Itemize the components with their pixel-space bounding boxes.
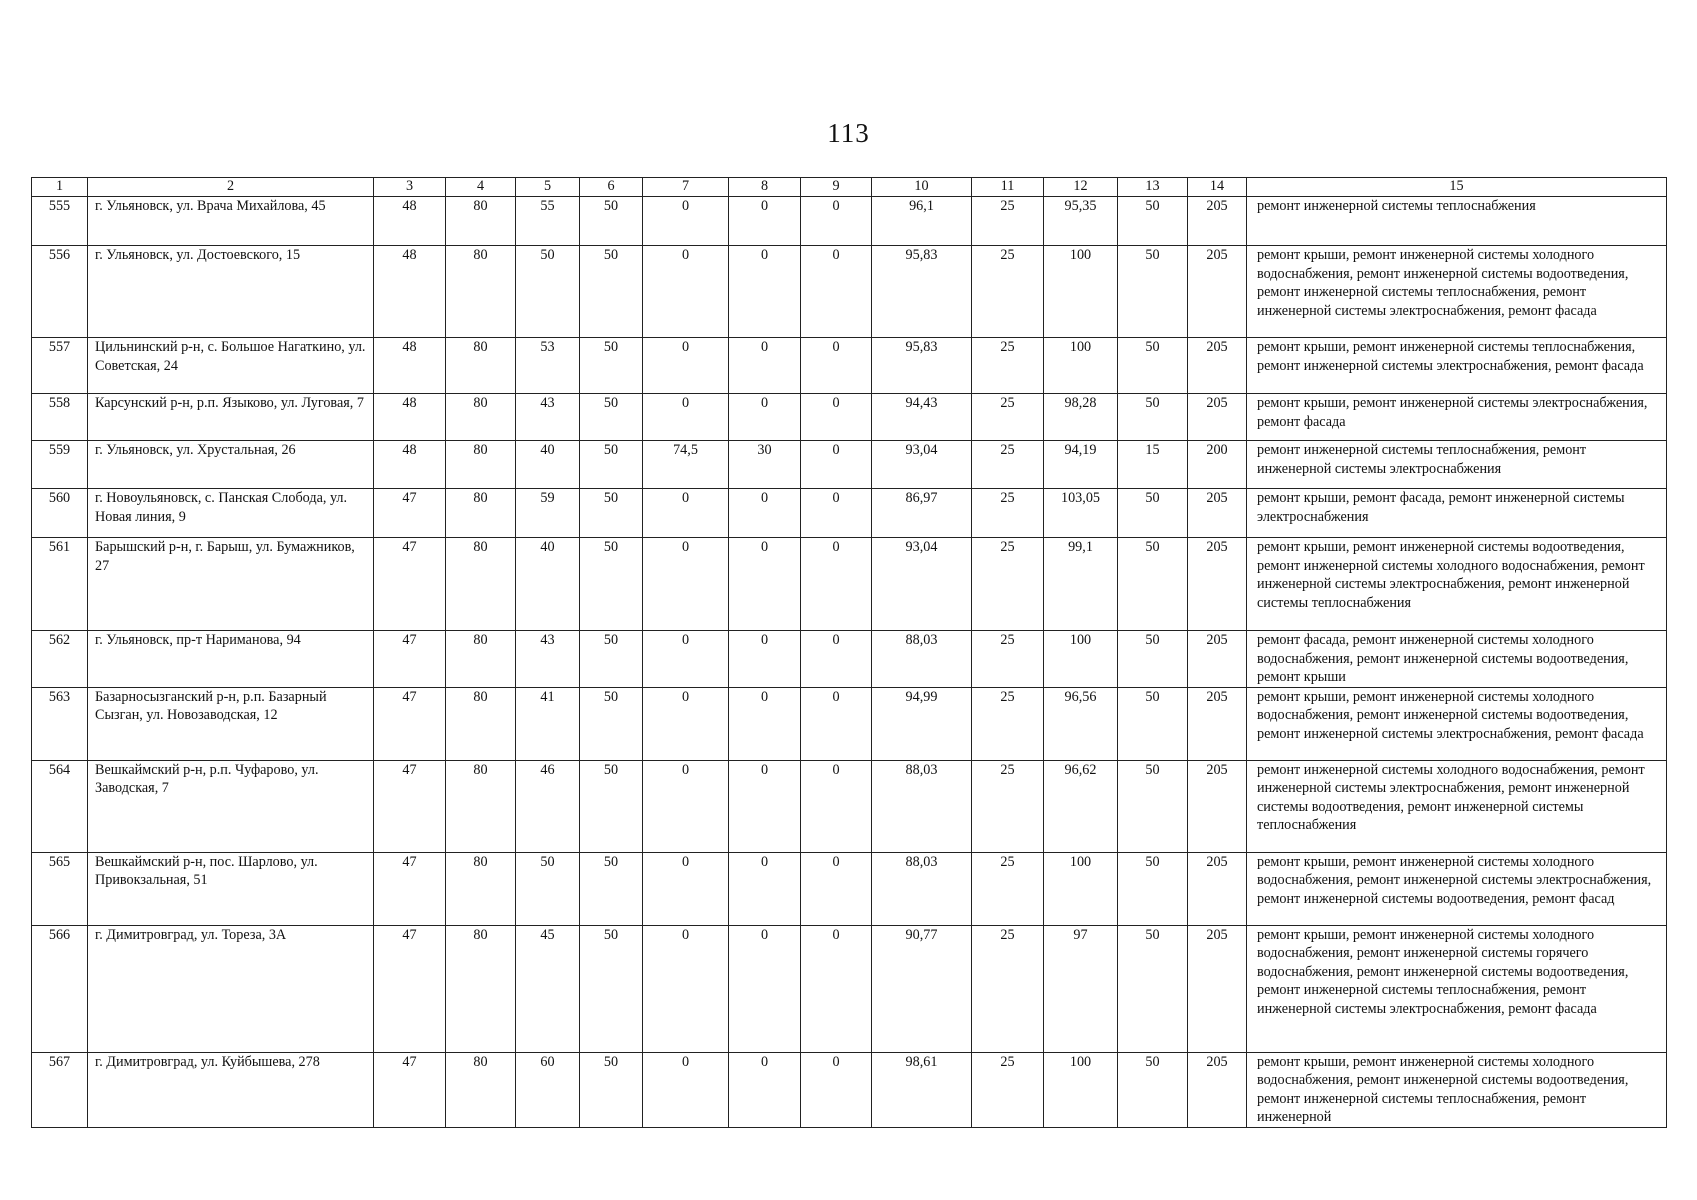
row-number: 567 — [32, 1052, 88, 1127]
col-14-value: 205 — [1188, 338, 1247, 394]
col-9-value: 0 — [801, 1052, 872, 1127]
col-10-value: 93,04 — [872, 441, 972, 489]
row-number: 560 — [32, 489, 88, 538]
table-header — [32, 178, 1667, 197]
col-12-value: 100 — [1044, 338, 1118, 394]
col-11-value: 25 — [972, 338, 1044, 394]
address: г. Новоульяновск, с. Панская Слобода, ул. Новая линия, 9 — [88, 489, 374, 538]
table-row — [32, 489, 1667, 538]
repair-works: ремонт крыши, ремонт инженерной системы электроснабжения, ремонт фасада — [1247, 394, 1667, 441]
repair-works: ремонт крыши, ремонт инженерной системы холодного водоснабжения, ремонт инженерной системы горячего водоснабжения, ремонт инженерной системы водоотведения, ремонт инженерной системы теплоснабжения, ремонт инженерной системы электроснабжения, ремонт фасада — [1247, 925, 1667, 1052]
table-row — [32, 925, 1667, 1052]
col-14-value: 205 — [1188, 687, 1247, 760]
col-8-value: 0 — [729, 1052, 801, 1127]
col-11-value: 25 — [972, 925, 1044, 1052]
col-10-value: 93,04 — [872, 538, 972, 631]
column-header-12: 12 — [1044, 178, 1118, 197]
col-10-value: 88,03 — [872, 852, 972, 925]
col-9-value: 0 — [801, 394, 872, 441]
address: г. Ульяновск, ул. Врача Михайлова, 45 — [88, 197, 374, 246]
col-10-value: 94,43 — [872, 394, 972, 441]
col-13-value: 50 — [1118, 197, 1188, 246]
col-8-value: 0 — [729, 538, 801, 631]
col-11-value: 25 — [972, 631, 1044, 688]
address: Цильнинский р-н, с. Большое Нагаткино, ул. Советская, 24 — [88, 338, 374, 394]
repair-works: ремонт инженерной системы холодного водоснабжения, ремонт инженерной системы электроснабжения, ремонт инженерной системы водоотведения, ремонт инженерной системы теплоснабжения — [1247, 760, 1667, 852]
col-9-value: 0 — [801, 852, 872, 925]
col-12-value: 95,35 — [1044, 197, 1118, 246]
col-14-value: 205 — [1188, 246, 1247, 338]
col-14-value: 205 — [1188, 760, 1247, 852]
col-12-value: 99,1 — [1044, 538, 1118, 631]
col-3-value: 47 — [374, 852, 446, 925]
col-3-value: 47 — [374, 760, 446, 852]
col-6-value: 50 — [580, 1052, 643, 1127]
col-13-value: 50 — [1118, 394, 1188, 441]
col-5-value: 43 — [516, 394, 580, 441]
col-14-value: 205 — [1188, 538, 1247, 631]
col-14-value: 205 — [1188, 489, 1247, 538]
col-8-value: 30 — [729, 441, 801, 489]
col-13-value: 50 — [1118, 852, 1188, 925]
col-9-value: 0 — [801, 687, 872, 760]
row-number: 555 — [32, 197, 88, 246]
repair-works: ремонт крыши, ремонт инженерной системы холодного водоснабжения, ремонт инженерной системы водоотведения, ремонт инженерной системы электроснабжения, ремонт фасада — [1247, 687, 1667, 760]
col-13-value: 50 — [1118, 1052, 1188, 1127]
column-header-2: 2 — [88, 178, 374, 197]
col-9-value: 0 — [801, 925, 872, 1052]
col-8-value: 0 — [729, 925, 801, 1052]
col-6-value: 50 — [580, 538, 643, 631]
col-8-value: 0 — [729, 489, 801, 538]
col-7-value: 0 — [643, 1052, 729, 1127]
column-header-14: 14 — [1188, 178, 1247, 197]
col-7-value: 0 — [643, 394, 729, 441]
col-12-value: 103,05 — [1044, 489, 1118, 538]
col-5-value: 41 — [516, 687, 580, 760]
address: Карсунский р-н, р.п. Языково, ул. Луговая, 7 — [88, 394, 374, 441]
col-8-value: 0 — [729, 338, 801, 394]
col-6-value: 50 — [580, 394, 643, 441]
col-14-value: 200 — [1188, 441, 1247, 489]
col-4-value: 80 — [446, 246, 516, 338]
address: г. Ульяновск, ул. Хрустальная, 26 — [88, 441, 374, 489]
col-6-value: 50 — [580, 852, 643, 925]
table-row — [32, 538, 1667, 631]
col-9-value: 0 — [801, 538, 872, 631]
col-6-value: 50 — [580, 687, 643, 760]
col-5-value: 40 — [516, 538, 580, 631]
col-14-value: 205 — [1188, 1052, 1247, 1127]
column-header-4: 4 — [446, 178, 516, 197]
col-12-value: 100 — [1044, 631, 1118, 688]
table-row — [32, 1052, 1667, 1127]
col-8-value: 0 — [729, 631, 801, 688]
column-header-10: 10 — [872, 178, 972, 197]
col-4-value: 80 — [446, 1052, 516, 1127]
col-14-value: 205 — [1188, 197, 1247, 246]
col-6-value: 50 — [580, 631, 643, 688]
col-5-value: 45 — [516, 925, 580, 1052]
page-number: 113 — [827, 118, 870, 148]
col-11-value: 25 — [972, 489, 1044, 538]
col-12-value: 100 — [1044, 246, 1118, 338]
repair-works: ремонт крыши, ремонт инженерной системы холодного водоснабжения, ремонт инженерной системы водоотведения, ремонт инженерной системы теплоснабжения, ремонт инженерной системы электроснабжения, ремонт фасада — [1247, 246, 1667, 338]
col-10-value: 88,03 — [872, 760, 972, 852]
address: г. Димитровград, ул. Тореза, 3А — [88, 925, 374, 1052]
col-5-value: 60 — [516, 1052, 580, 1127]
col-4-value: 80 — [446, 925, 516, 1052]
repair-works: ремонт инженерной системы теплоснабжения — [1247, 197, 1667, 246]
col-6-value: 50 — [580, 338, 643, 394]
col-3-value: 47 — [374, 1052, 446, 1127]
col-4-value: 80 — [446, 394, 516, 441]
col-9-value: 0 — [801, 760, 872, 852]
col-3-value: 48 — [374, 394, 446, 441]
col-3-value: 48 — [374, 338, 446, 394]
col-9-value: 0 — [801, 197, 872, 246]
column-header-6: 6 — [580, 178, 643, 197]
column-header-13: 13 — [1118, 178, 1188, 197]
column-header-15: 15 — [1247, 178, 1667, 197]
col-9-value: 0 — [801, 441, 872, 489]
table-row — [32, 687, 1667, 760]
col-4-value: 80 — [446, 852, 516, 925]
col-10-value: 95,83 — [872, 338, 972, 394]
row-number: 564 — [32, 760, 88, 852]
col-11-value: 25 — [972, 197, 1044, 246]
col-7-value: 0 — [643, 852, 729, 925]
table-row — [32, 338, 1667, 394]
table-row — [32, 246, 1667, 338]
address: Базарносызганский р-н, р.п. Базарный Сызган, ул. Новозаводская, 12 — [88, 687, 374, 760]
col-7-value: 0 — [643, 925, 729, 1052]
col-3-value: 47 — [374, 687, 446, 760]
table-row — [32, 852, 1667, 925]
col-6-value: 50 — [580, 197, 643, 246]
col-5-value: 43 — [516, 631, 580, 688]
col-12-value: 100 — [1044, 1052, 1118, 1127]
col-6-value: 50 — [580, 246, 643, 338]
col-3-value: 48 — [374, 441, 446, 489]
repair-works: ремонт крыши, ремонт фасада, ремонт инженерной системы электроснабжения — [1247, 489, 1667, 538]
col-4-value: 80 — [446, 687, 516, 760]
col-6-value: 50 — [580, 925, 643, 1052]
table-row — [32, 631, 1667, 688]
row-number: 558 — [32, 394, 88, 441]
address: г. Димитровград, ул. Куйбышева, 278 — [88, 1052, 374, 1127]
col-8-value: 0 — [729, 394, 801, 441]
repair-works: ремонт крыши, ремонт инженерной системы холодного водоснабжения, ремонт инженерной системы электроснабжения, ремонт инженерной системы водоотведения, ремонт фасад — [1247, 852, 1667, 925]
address: Вешкаймский р-н, пос. Шарлово, ул. Привокзальная, 51 — [88, 852, 374, 925]
col-8-value: 0 — [729, 760, 801, 852]
col-8-value: 0 — [729, 246, 801, 338]
row-number: 561 — [32, 538, 88, 631]
col-8-value: 0 — [729, 197, 801, 246]
repair-works: ремонт крыши, ремонт инженерной системы теплоснабжения, ремонт инженерной системы электроснабжения, ремонт фасада — [1247, 338, 1667, 394]
col-5-value: 55 — [516, 197, 580, 246]
col-11-value: 25 — [972, 852, 1044, 925]
registry-table — [31, 177, 1667, 1128]
col-5-value: 50 — [516, 852, 580, 925]
col-3-value: 48 — [374, 246, 446, 338]
col-12-value: 96,56 — [1044, 687, 1118, 760]
col-3-value: 48 — [374, 197, 446, 246]
col-12-value: 98,28 — [1044, 394, 1118, 441]
column-header-8: 8 — [729, 178, 801, 197]
col-12-value: 100 — [1044, 852, 1118, 925]
col-4-value: 80 — [446, 338, 516, 394]
col-14-value: 205 — [1188, 631, 1247, 688]
column-header-1: 1 — [32, 178, 88, 197]
col-10-value: 94,99 — [872, 687, 972, 760]
row-number: 557 — [32, 338, 88, 394]
header-row — [32, 178, 1667, 197]
column-header-11: 11 — [972, 178, 1044, 197]
col-13-value: 50 — [1118, 338, 1188, 394]
col-14-value: 205 — [1188, 852, 1247, 925]
col-12-value: 97 — [1044, 925, 1118, 1052]
col-10-value: 88,03 — [872, 631, 972, 688]
col-13-value: 50 — [1118, 687, 1188, 760]
table-row — [32, 197, 1667, 246]
col-7-value: 0 — [643, 338, 729, 394]
table-row — [32, 760, 1667, 852]
col-7-value: 0 — [643, 489, 729, 538]
col-10-value: 90,77 — [872, 925, 972, 1052]
col-4-value: 80 — [446, 489, 516, 538]
column-header-7: 7 — [643, 178, 729, 197]
address: г. Ульяновск, ул. Достоевского, 15 — [88, 246, 374, 338]
col-11-value: 25 — [972, 760, 1044, 852]
col-13-value: 50 — [1118, 760, 1188, 852]
col-14-value: 205 — [1188, 925, 1247, 1052]
col-11-value: 25 — [972, 394, 1044, 441]
col-13-value: 50 — [1118, 538, 1188, 631]
col-11-value: 25 — [972, 246, 1044, 338]
row-number: 566 — [32, 925, 88, 1052]
repair-works: ремонт крыши, ремонт инженерной системы холодного водоснабжения, ремонт инженерной системы водоотведения, ремонт инженерной системы теплоснабжения, ремонт инженерной — [1247, 1052, 1667, 1127]
col-7-value: 0 — [643, 197, 729, 246]
col-11-value: 25 — [972, 441, 1044, 489]
row-number: 565 — [32, 852, 88, 925]
row-number: 559 — [32, 441, 88, 489]
col-13-value: 50 — [1118, 489, 1188, 538]
col-6-value: 50 — [580, 441, 643, 489]
col-5-value: 50 — [516, 246, 580, 338]
col-5-value: 40 — [516, 441, 580, 489]
col-3-value: 47 — [374, 631, 446, 688]
col-5-value: 53 — [516, 338, 580, 394]
col-7-value: 0 — [643, 246, 729, 338]
column-header-9: 9 — [801, 178, 872, 197]
repair-works: ремонт крыши, ремонт инженерной системы водоотведения, ремонт инженерной системы холодного водоснабжения, ремонт инженерной системы электроснабжения, ремонт инженерной системы теплоснабжения — [1247, 538, 1667, 631]
col-11-value: 25 — [972, 1052, 1044, 1127]
col-10-value: 95,83 — [872, 246, 972, 338]
col-10-value: 96,1 — [872, 197, 972, 246]
col-4-value: 80 — [446, 441, 516, 489]
row-number: 562 — [32, 631, 88, 688]
table-row — [32, 441, 1667, 489]
col-13-value: 50 — [1118, 631, 1188, 688]
col-7-value: 0 — [643, 760, 729, 852]
col-8-value: 0 — [729, 687, 801, 760]
row-number: 556 — [32, 246, 88, 338]
col-12-value: 94,19 — [1044, 441, 1118, 489]
table-body — [32, 197, 1667, 1128]
col-13-value: 50 — [1118, 246, 1188, 338]
row-number: 563 — [32, 687, 88, 760]
col-13-value: 15 — [1118, 441, 1188, 489]
col-12-value: 96,62 — [1044, 760, 1118, 852]
repair-works: ремонт инженерной системы теплоснабжения, ремонт инженерной системы электроснабжения — [1247, 441, 1667, 489]
address: Вешкаймский р-н, р.п. Чуфарово, ул. Заводская, 7 — [88, 760, 374, 852]
col-6-value: 50 — [580, 760, 643, 852]
col-7-value: 0 — [643, 687, 729, 760]
col-3-value: 47 — [374, 489, 446, 538]
col-7-value: 74,5 — [643, 441, 729, 489]
col-5-value: 46 — [516, 760, 580, 852]
col-8-value: 0 — [729, 852, 801, 925]
col-13-value: 50 — [1118, 925, 1188, 1052]
col-9-value: 0 — [801, 489, 872, 538]
col-10-value: 86,97 — [872, 489, 972, 538]
col-3-value: 47 — [374, 925, 446, 1052]
address: Барышский р-н, г. Барыш, ул. Бумажников, 27 — [88, 538, 374, 631]
col-4-value: 80 — [446, 760, 516, 852]
col-11-value: 25 — [972, 538, 1044, 631]
column-header-3: 3 — [374, 178, 446, 197]
col-4-value: 80 — [446, 538, 516, 631]
col-14-value: 205 — [1188, 394, 1247, 441]
repair-works: ремонт фасада, ремонт инженерной системы холодного водоснабжения, ремонт инженерной системы водоотведения, ремонт крыши — [1247, 631, 1667, 688]
col-11-value: 25 — [972, 687, 1044, 760]
col-4-value: 80 — [446, 631, 516, 688]
col-9-value: 0 — [801, 246, 872, 338]
col-6-value: 50 — [580, 489, 643, 538]
table-row — [32, 394, 1667, 441]
col-7-value: 0 — [643, 631, 729, 688]
column-header-5: 5 — [516, 178, 580, 197]
col-3-value: 47 — [374, 538, 446, 631]
address: г. Ульяновск, пр-т Нариманова, 94 — [88, 631, 374, 688]
col-5-value: 59 — [516, 489, 580, 538]
col-4-value: 80 — [446, 197, 516, 246]
col-10-value: 98,61 — [872, 1052, 972, 1127]
col-7-value: 0 — [643, 538, 729, 631]
col-9-value: 0 — [801, 631, 872, 688]
col-9-value: 0 — [801, 338, 872, 394]
